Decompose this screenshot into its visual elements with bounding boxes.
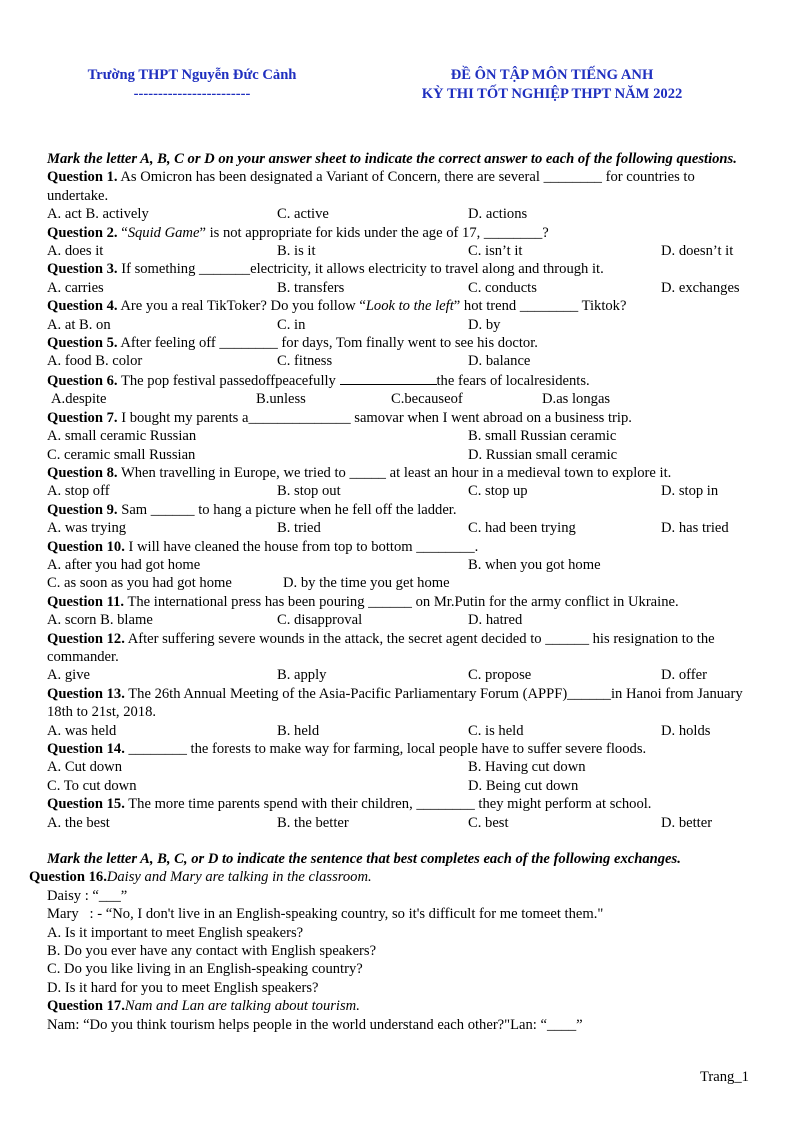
question-label: Question 16. <box>29 869 107 886</box>
question-text: Sam ______ to hang a picture when he fell off the ladder. <box>121 501 457 518</box>
header-school <box>62 66 322 104</box>
options-2 <box>47 242 752 260</box>
option-b: B. held <box>277 722 320 739</box>
section2-instruction: Mark the letter A, B, C, or D to indicate the sentence that best completes each of the following exchanges. <box>47 851 681 868</box>
option-b: B. tried <box>277 520 321 537</box>
question-text: ” hot trend ________ Tiktok? <box>453 298 627 315</box>
option-b: B. Do you ever have any contact with English speakers? <box>47 943 377 960</box>
question-9 <box>47 501 752 519</box>
question-text: I bought my parents a______________ samovar when I went abroad on a business trip. <box>121 409 632 426</box>
question-label: Question 5. <box>47 335 118 352</box>
option-b: B. Having cut down <box>468 759 586 776</box>
exam-title-line1: ĐỀ ÔN TẬP MÔN TIẾNG ANH <box>450 67 654 83</box>
question-12 <box>47 630 752 667</box>
question-1 <box>47 168 752 205</box>
option-c: C. in <box>277 316 306 333</box>
options-4 <box>47 316 752 334</box>
question-15 <box>47 795 752 813</box>
option-b: B. is it <box>277 243 316 260</box>
option-c: C. disapproval <box>277 612 363 629</box>
question-context: Nam and Lan are talking about tourism. <box>124 998 360 1015</box>
option-c: C. To cut down <box>47 777 137 794</box>
option-d: D. Being cut down <box>468 777 579 794</box>
question-text: As Omicron has been designated a Variant of Concern, there are several ________ for countries to undertake. <box>47 169 695 204</box>
option-b: B. actively <box>85 206 149 223</box>
option-a: A. does it <box>47 243 104 260</box>
section1-instruction: Mark the letter A, B, C or D on your answer sheet to indicate the correct answer to each of the following questions. <box>47 151 737 167</box>
answer-blank <box>340 371 437 385</box>
option-c: C. propose <box>468 667 532 684</box>
question-text: the fears of localresidents. <box>436 372 590 389</box>
option-b: B. when you got home <box>468 556 601 573</box>
options-12 <box>47 666 752 684</box>
school-rule: ------------------------ <box>133 86 251 102</box>
question-13 <box>47 685 752 722</box>
question-3 <box>47 260 752 278</box>
option-b: B. small Russian ceramic <box>468 428 617 445</box>
option-a: A. Cut down <box>47 759 122 776</box>
option-a: A.despite <box>51 391 107 408</box>
question-8 <box>47 464 752 482</box>
question-label: Question 2. <box>47 224 118 241</box>
option-b: B. apply <box>277 667 327 684</box>
options-11 <box>47 611 752 629</box>
option-a: A. food <box>47 353 92 370</box>
question-14 <box>47 740 752 758</box>
option-c: C. ceramic small Russian <box>47 446 196 463</box>
options-7b <box>47 446 752 464</box>
question-text: After feeling off ________ for days, Tom finally went to see his doctor. <box>120 335 538 352</box>
option-a: A. was trying <box>47 520 127 537</box>
option-d: D. exchanges <box>661 279 740 296</box>
question-context: Daisy and Mary are talking in the classroom. <box>106 869 372 886</box>
option-a: A. give <box>47 667 90 684</box>
option-c: C. is held <box>468 722 524 739</box>
exam-title-line2: KỲ THI TỐT NGHIỆP THPT NĂM 2022 <box>421 86 683 102</box>
option-a: A. stop off <box>47 483 110 500</box>
question-label: Question 9. <box>47 501 118 518</box>
question-label: Question 15. <box>47 796 125 813</box>
option-a: A. small ceramic Russian <box>47 428 197 445</box>
section-gap <box>47 832 752 850</box>
question-16 <box>29 868 752 886</box>
option-a: A. act <box>47 206 82 223</box>
question-title: Look to the left <box>365 298 454 315</box>
question-17 <box>47 997 752 1015</box>
option-a: A. at <box>47 316 76 333</box>
option-b: B. the better <box>277 814 349 831</box>
question-text: ________ the forests to make way for farming, local people have to suffer severe floods. <box>128 741 647 757</box>
option-d: D. by <box>468 316 501 333</box>
question-label: Question 8. <box>47 464 118 481</box>
options-15 <box>47 814 752 832</box>
question-label: Question 3. <box>47 261 118 278</box>
question-text: The international press has been pouring ______ on Mr.Putin for the army conflict in Ukraine. <box>127 593 679 610</box>
question-label: Question 7. <box>47 409 118 426</box>
options-5 <box>47 352 752 370</box>
options-8 <box>47 482 752 500</box>
option-a: A. the best <box>47 814 110 831</box>
option-b: B. color <box>95 353 143 370</box>
question-6 <box>47 371 752 390</box>
option-b: B. stop out <box>277 483 341 500</box>
options-ab <box>47 205 277 223</box>
question-text: If something _______electricity, it allows electricity to travel along and through it. <box>121 261 604 278</box>
option-d: D. Russian small ceramic <box>468 446 618 463</box>
option-a: A. carries <box>47 279 104 296</box>
option-d: D. by the time you get home <box>283 575 450 592</box>
options-7a <box>47 427 752 445</box>
option-d: D. holds <box>661 722 711 739</box>
option-d: D. offer <box>661 667 707 684</box>
option-c: C. isn’t it <box>468 243 523 260</box>
question-label: Question 10. <box>47 538 125 555</box>
option-c: C. fitness <box>277 353 333 370</box>
option-a: A. after you had got home <box>47 556 201 573</box>
header-title <box>392 66 712 104</box>
dialogue-line-1: Nam: “Do you think tourism helps people in the world understand each other?"Lan: “____” <box>47 1016 583 1033</box>
question-text-pre: The pop festival passedoffpeacefully <box>120 372 340 389</box>
options-14a <box>47 758 752 776</box>
question-text: After suffering severe wounds in the attack, the secret agent decided to ______ his resignation to the commander. <box>47 630 715 665</box>
school-name: Trường THPT Nguyễn Đức Cảnh <box>87 67 297 83</box>
option-d: D. hatred <box>468 612 523 629</box>
question-label: Question 1. <box>47 169 118 186</box>
option-b: B.unless <box>256 391 306 408</box>
option-d: D. better <box>661 814 713 831</box>
options-ab <box>47 611 277 629</box>
option-d: D. actions <box>468 206 528 223</box>
option-a: A. scorn <box>47 612 97 629</box>
question-title: Squid Game <box>127 224 200 241</box>
options-10b <box>47 574 752 592</box>
question-label: Question 14. <box>47 741 125 757</box>
question-label: Question 6. <box>47 372 118 389</box>
option-c: C. stop up <box>468 483 528 500</box>
option-d: D. Is it hard for you to meet English speakers? <box>47 979 319 996</box>
question-10 <box>47 538 752 556</box>
option-c: C. as soon as you had got home <box>47 575 232 592</box>
dialogue-line-1: Daisy : “___” <box>47 887 128 904</box>
question-label: Question 17. <box>47 998 125 1015</box>
question-text: I will have cleaned the house from top to bottom ________. <box>128 538 479 555</box>
question-text: ” is not appropriate for kids under the age of 17, ________? <box>199 224 549 241</box>
option-c: C. active <box>277 206 329 223</box>
option-d: D. balance <box>468 353 531 370</box>
options-ab <box>47 352 277 370</box>
option-c: C. Do you like living in an English-speaking country? <box>47 961 363 978</box>
options-ab <box>47 316 277 334</box>
question-7 <box>47 409 752 427</box>
exam-content <box>29 150 752 1034</box>
question-label: Question 12. <box>47 630 125 647</box>
options-14b <box>47 777 752 795</box>
option-d: D. has tried <box>661 520 729 537</box>
option-a: A. was held <box>47 722 117 739</box>
question-5 <box>47 334 752 352</box>
option-d: D. doesn’t it <box>661 243 734 260</box>
option-a: A. Is it important to meet English speakers? <box>47 924 304 941</box>
options-1 <box>47 205 752 223</box>
option-d: D.as longas <box>542 391 611 408</box>
options-10a <box>47 556 752 574</box>
option-d: D. stop in <box>661 483 719 500</box>
options-9 <box>47 519 752 537</box>
option-c: C. conducts <box>468 279 537 296</box>
question-text-pre: “ <box>121 224 128 241</box>
option-b: B. transfers <box>277 279 345 296</box>
dialogue-line-2: Mary : - “No, I don't live in an English-speaking country, so it's difficult for me tomeet them." <box>47 906 604 923</box>
question-label: Question 11. <box>47 593 125 610</box>
option-c: C. had been trying <box>468 520 576 537</box>
question-text-pre: Are you a real TikToker? Do you follow “ <box>120 298 366 315</box>
options-3 <box>47 279 752 297</box>
options-13 <box>47 722 752 740</box>
question-label: Question 4. <box>47 298 118 315</box>
options-6 <box>47 390 752 408</box>
question-label: Question 13. <box>47 685 125 702</box>
question-text: The 26th Annual Meeting of the Asia-Pacific Parliamentary Forum (APPF)______in Hanoi from January 18th to 21st, 2018. <box>47 685 743 721</box>
question-4 <box>47 297 752 315</box>
option-b: B. blame <box>100 612 153 629</box>
question-text: When travelling in Europe, we tried to _____ at least an hour in a medieval town to explore it. <box>120 464 672 481</box>
page-number: Trang_1 <box>700 1069 749 1085</box>
option-b: B. on <box>79 316 111 333</box>
question-text: The more time parents spend with their children, ________ they might perform at school. <box>128 796 652 813</box>
question-2 <box>47 224 752 242</box>
option-c: C.becauseof <box>391 391 463 408</box>
question-11 <box>47 593 752 611</box>
option-c: C. best <box>468 814 509 831</box>
